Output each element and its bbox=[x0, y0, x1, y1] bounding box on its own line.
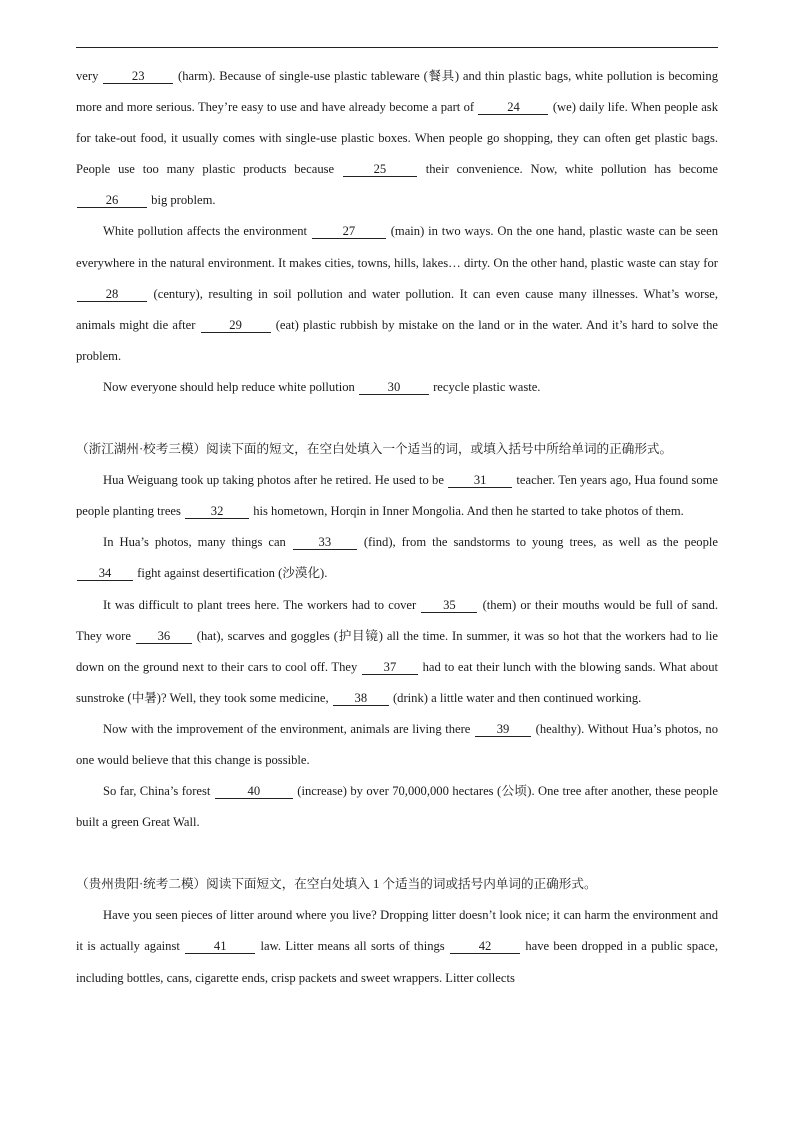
text: fight against desertification (沙漠化). bbox=[134, 566, 328, 581]
header-rule bbox=[76, 47, 718, 48]
paragraph-s2-p4 bbox=[76, 714, 718, 776]
blank-41[interactable]: 41 bbox=[185, 939, 255, 954]
blank-31[interactable]: 31 bbox=[448, 473, 512, 488]
blank-24[interactable]: 24 bbox=[478, 100, 548, 115]
text: Hua Weiguang took up taking photos after he retired. He used to be bbox=[103, 473, 448, 488]
paragraph-s1-p3 bbox=[76, 372, 718, 403]
text: law. Litter means all sorts of things bbox=[256, 939, 450, 954]
paragraph-s1-p2 bbox=[76, 216, 718, 371]
text: (hat), scarves and goggles (护目镜) all the time. In summer, it was so hot that the workers had to lie down on the ground next to their cars to cool off. They bbox=[76, 628, 718, 674]
paragraph-s2-p3 bbox=[76, 590, 718, 714]
paragraph-s1-p1 bbox=[76, 61, 718, 216]
blank-39[interactable]: 39 bbox=[475, 722, 531, 737]
blank-32[interactable]: 32 bbox=[185, 504, 249, 519]
section-gap bbox=[76, 838, 718, 869]
blank-26[interactable]: 26 bbox=[77, 193, 147, 208]
text: teacher. Ten years ago, Hua found some people planting trees bbox=[76, 473, 718, 519]
text: Now everyone should help reduce white pollution bbox=[103, 379, 358, 394]
paragraph-s3-p1 bbox=[76, 900, 718, 993]
text: It was difficult to plant trees here. The workers had to cover bbox=[103, 597, 421, 612]
text: have been dropped in a public space, including bottles, cans, cigarette ends, crisp packets and sweet wrappers. Litter collects bbox=[76, 939, 718, 985]
text: (harm). Because of single-use plastic tableware (餐具) and thin plastic bags, white pollution is becoming more and more serious. They’re easy to use and have already become a part of bbox=[76, 69, 718, 115]
text: recycle plastic waste. bbox=[429, 379, 541, 394]
text: (healthy). Without Hua’s photos, no one would believe that this change is possible. bbox=[76, 721, 718, 767]
text: his hometown, Horqin in Inner Mongolia. And then he started to take photos of them. bbox=[250, 504, 684, 519]
text: (find), from the sandstorms to young trees, as well as the people bbox=[357, 535, 718, 550]
blank-42[interactable]: 42 bbox=[450, 939, 520, 954]
text: had to eat their lunch with the blowing sands. What about sunstroke (中暑)? Well, they took some medicine, bbox=[76, 659, 718, 705]
text: So far, China’s forest bbox=[103, 784, 214, 799]
section-gap bbox=[76, 403, 718, 434]
blank-38[interactable]: 38 bbox=[333, 691, 389, 706]
section2-heading: （浙江湖州·校考三模）阅读下面的短文，在空白处填入一个适当的词，或填入括号中所给单词的正确形式。 bbox=[76, 442, 673, 457]
blank-34[interactable]: 34 bbox=[77, 566, 133, 581]
text: (drink) a little water and then continued working. bbox=[389, 690, 642, 705]
text: In Hua’s photos, many things can bbox=[103, 535, 292, 550]
paragraph-s2-p1 bbox=[76, 465, 718, 527]
section3-heading: （贵州贵阳·统考二模）阅读下面短文，在空白处填入 1 个适当的词或括号内单词的正确形式。 bbox=[76, 877, 597, 892]
document-body bbox=[76, 61, 718, 994]
blank-35[interactable]: 35 bbox=[421, 598, 477, 613]
text: their convenience. Now, white pollution has become bbox=[417, 162, 718, 177]
paragraph-s2-p2 bbox=[76, 527, 718, 589]
text: (them) or their mouths would be full of sand. They wore bbox=[76, 597, 718, 643]
blank-40[interactable]: 40 bbox=[215, 784, 293, 799]
paragraph-s2-p5 bbox=[76, 776, 718, 838]
text: very bbox=[76, 69, 103, 83]
text: Have you seen pieces of litter around where you live? Dropping litter doesn’t look nice; it can harm the environment and it is actually against bbox=[76, 908, 718, 954]
text: (eat) plastic rubbish by mistake on the land or in the water. And it’s hard to solve the problem. bbox=[76, 317, 718, 363]
blank-33[interactable]: 33 bbox=[293, 535, 357, 550]
blank-29[interactable]: 29 bbox=[201, 318, 271, 333]
blank-25[interactable]: 25 bbox=[343, 162, 417, 177]
blank-27[interactable]: 27 bbox=[312, 224, 386, 239]
blank-28[interactable]: 28 bbox=[77, 287, 147, 302]
text: (century), resulting in soil pollution and water pollution. It can even cause many illnesses. What’s worse, animals might die after bbox=[76, 286, 718, 332]
blank-37[interactable]: 37 bbox=[362, 660, 418, 675]
text: (main) in two ways. On the one hand, plastic waste can be seen everywhere in the natural environment. It makes cities, towns, hills, lakes… dirty. On the other hand, plastic waste can stay for bbox=[76, 224, 719, 270]
text: White pollution affects the environment bbox=[103, 224, 311, 239]
blank-23[interactable]: 23 bbox=[103, 69, 173, 84]
text: Now with the improvement of the environment, animals are living there bbox=[103, 721, 475, 736]
text: (we) daily life. When people ask for take-out food, it usually comes with single-use plastic boxes. When people go shopping, they can often get plastic bags. People use too many plastic products because bbox=[76, 100, 718, 177]
blank-36[interactable]: 36 bbox=[136, 629, 192, 644]
text: (increase) by over 70,000,000 hectares (公顷). One tree after another, these people built a green Great Wall. bbox=[76, 784, 718, 830]
blank-30[interactable]: 30 bbox=[359, 380, 429, 395]
text: big problem. bbox=[148, 193, 216, 208]
